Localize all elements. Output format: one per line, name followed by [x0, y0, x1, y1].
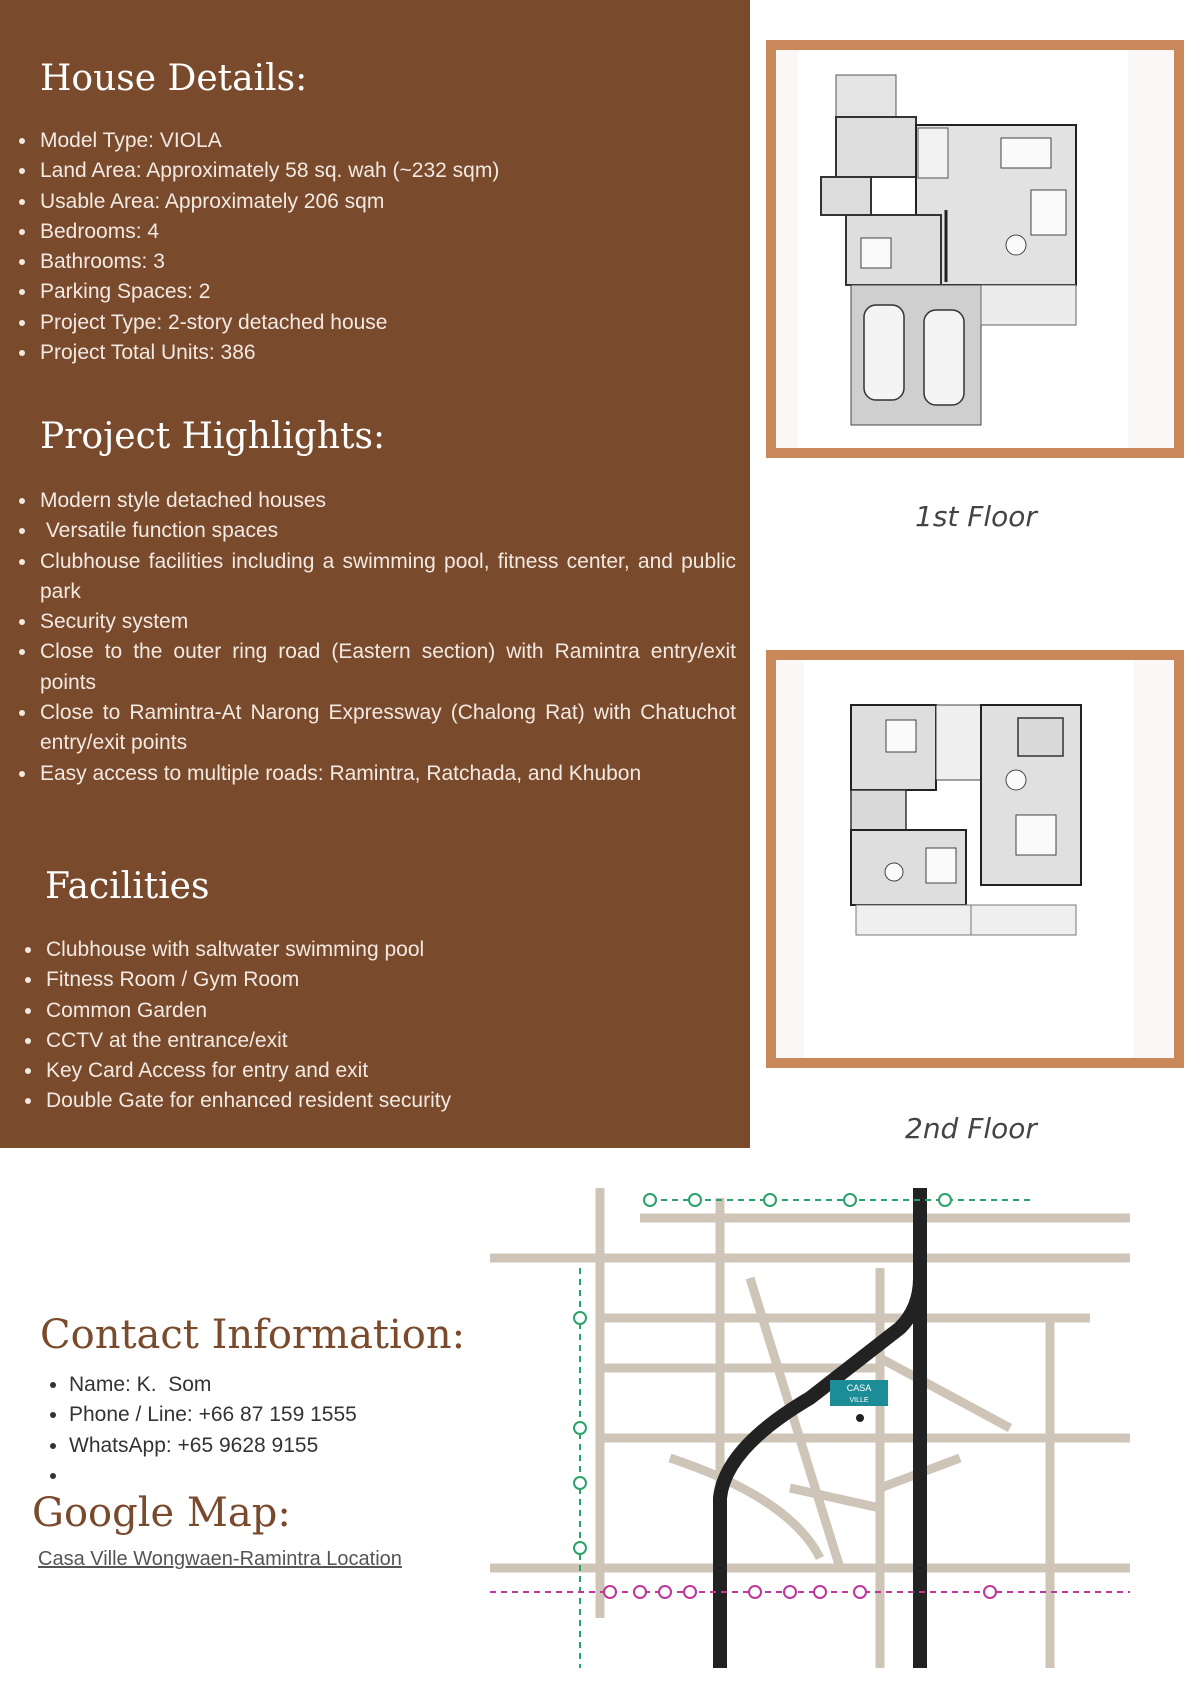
list-item: • Usable Area: Approximately 206 sqm: [38, 187, 728, 217]
house-details-list: [14, 126, 728, 368]
list-item: • Land Area: Approximately 58 sq. wah (~232 sqm): [38, 156, 728, 186]
list-item: • Parking Spaces: 2: [38, 277, 728, 307]
list-item: • CCTV at the entrance/exit: [44, 1026, 734, 1056]
first-floor-caption: 1st Floor: [915, 500, 1037, 533]
first-floor-drawing: [776, 50, 1174, 448]
facilities-title: Facilities: [45, 866, 210, 907]
list-item: • Project Type: 2-story detached house: [38, 308, 728, 338]
list-item: • Common Garden: [44, 996, 734, 1026]
list-item: [69, 1461, 489, 1491]
first-floor-plan: [766, 40, 1184, 458]
list-item: • Project Total Units: 386: [38, 338, 728, 368]
list-item: • Clubhouse with saltwater swimming pool: [44, 935, 734, 965]
location-map: [490, 1168, 1160, 1688]
list-item: • WhatsApp: +65 9628 9155: [69, 1431, 489, 1461]
list-item: • Security system: [38, 607, 736, 637]
list-item: • Key Card Access for entry and exit: [44, 1056, 734, 1086]
list-item: • Fitness Room / Gym Room: [44, 965, 734, 995]
highlights-title: Project Highlights:: [40, 416, 386, 457]
google-map-title: Google Map:: [32, 1490, 291, 1536]
list-item: • Clubhouse facilities including a swimming pool, fitness center, and public park: [38, 547, 736, 608]
facilities-list: [20, 935, 734, 1117]
contact-list: [45, 1370, 489, 1491]
second-floor-plan: [766, 650, 1184, 1068]
highlights-list: [14, 486, 736, 789]
logo-text-2: VILLE: [849, 1397, 869, 1404]
list-item: • Model Type: VIOLA: [38, 126, 728, 156]
google-map-link[interactable]: Casa Ville Wongwaen-Ramintra Location: [38, 1548, 402, 1570]
list-item: • Versatile function spaces: [38, 516, 736, 546]
details-panel: [0, 0, 750, 1148]
list-item: • Phone / Line: +66 87 159 1555: [69, 1400, 489, 1430]
house-details-title: House Details:: [40, 58, 308, 99]
list-item: • Double Gate for enhanced resident security: [44, 1086, 734, 1116]
list-item: • Bedrooms: 4: [38, 217, 728, 247]
list-item: • Close to Ramintra-At Narong Expressway (Chalong Rat) with Chatuchot entry/exit points: [38, 698, 736, 759]
second-floor-caption: 2nd Floor: [905, 1112, 1037, 1145]
second-floor-drawing: [776, 660, 1174, 1058]
list-item: • Easy access to multiple roads: Ramintra, Ratchada, and Khubon: [38, 759, 736, 789]
list-item: • Bathrooms: 3: [38, 247, 728, 277]
contact-title: Contact Information:: [40, 1312, 466, 1358]
logo-text-1: CASA: [846, 1383, 872, 1393]
list-item: • Name: K. Som: [69, 1370, 489, 1400]
list-item: • Modern style detached houses: [38, 486, 736, 516]
list-item: • Close to the outer ring road (Eastern section) with Ramintra entry/exit points: [38, 637, 736, 698]
project-location-marker: [856, 1414, 864, 1422]
